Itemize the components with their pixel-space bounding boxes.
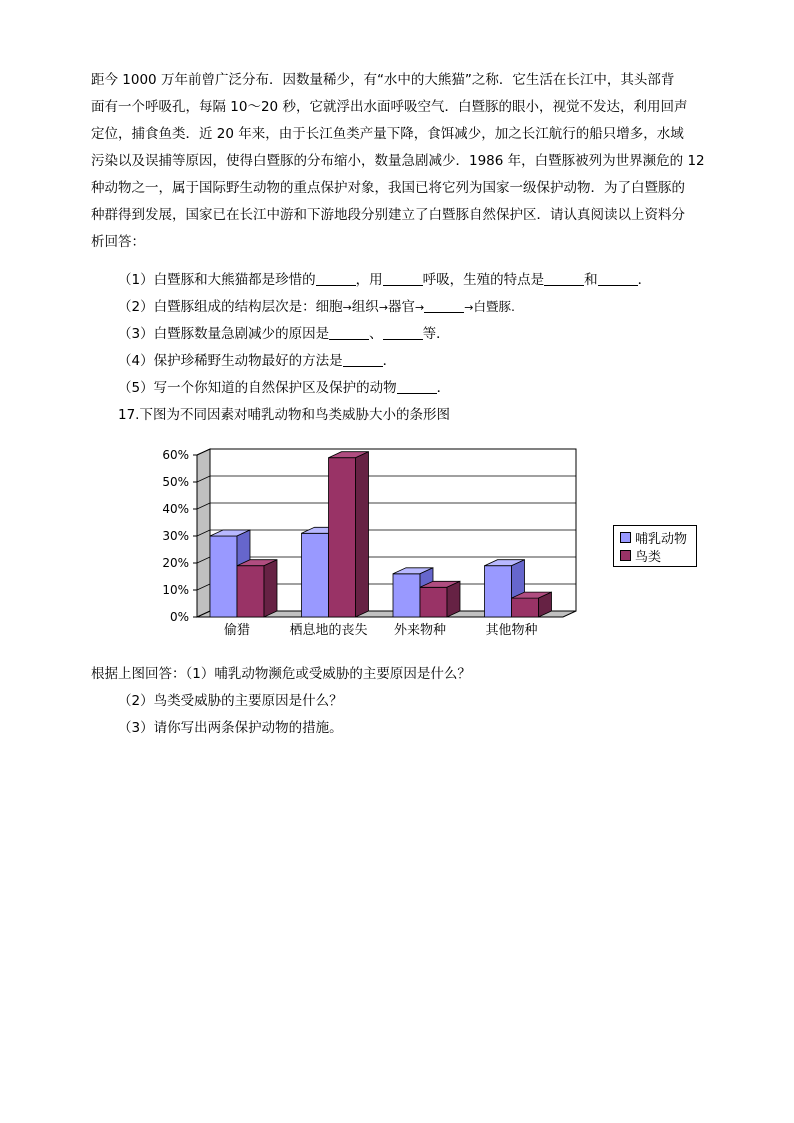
arrow-icon: → [464,301,474,314]
answer-blank[interactable] [343,352,383,367]
answer-blank[interactable] [329,325,369,340]
bar-birds [237,566,264,617]
passage-line: 面有一个呼吸孔，每隔 10～20 秒，它就浮出水面呼吸空气．白暨豚的眼小，视觉不发达，利用回声 [91,99,688,115]
y-tick-label: 60% [162,448,189,462]
x-tick-label: 其他物种 [485,623,538,638]
answer-blank[interactable] [598,271,638,286]
chart-legend [613,525,697,567]
y-tick-label: 0% [169,610,189,624]
answer-blank[interactable] [424,298,464,313]
question-16-4: （4）保护珍稀野生动物最好的方法是 ． [118,353,397,369]
passage-line: 种动物之一，属于国际野生动物的重点保护对象，我国已将它列为国家一级保护动物．为了白暨豚的 [91,180,685,196]
question-17-2: （2）鸟类受威胁的主要原因是什么？ [118,693,343,709]
x-tick-label: 栖息地的丧失 [289,623,368,638]
question-16-2: （2）白暨豚组成的结构层次是：细胞→组织→器官→ →白暨豚. [118,299,515,315]
bar-mammals [393,574,420,617]
y-tick-label: 20% [162,556,189,570]
legend-swatch-birds [620,550,631,561]
bar-side [264,560,277,617]
bar-mammals [485,566,512,617]
y-tick-label: 30% [162,529,189,543]
bar-birds [512,598,539,617]
arrow-icon: → [342,301,352,314]
question-17-3: （3）请你写出两条保护动物的措施。 [118,720,343,736]
passage-line: 污染以及误捕等原因，使得白暨豚的分布缩小，数量急剧减少．1986 年，白暨豚被列为世界濒危的 12 [91,153,705,169]
legend-swatch-mammals [620,532,631,543]
bar-side [447,581,460,617]
question-16-1: （1）白暨豚和大熊猫都是珍惜的 ，用 呼吸，生殖的特点是 和 ． [118,272,652,288]
legend-item: 鸟类 [620,546,661,564]
bar-side [356,452,369,617]
legend-item: 哺乳动物 [620,528,687,546]
chart-layer [162,448,576,638]
bar-mammals [302,533,329,617]
question-17-title: 17.下图为不同因素对哺乳动物和鸟类威胁大小的条形图 [118,407,450,423]
y-tick-label: 40% [162,502,189,516]
y-tick-label: 10% [162,583,189,597]
bar-birds [420,587,447,617]
question-16-3: （3）白暨豚数量急剧减少的原因是 、 等． [118,326,450,342]
answer-blank[interactable] [383,325,423,340]
arrow-icon: → [378,301,389,314]
answer-blank[interactable] [316,271,356,286]
y-tick-label: 50% [162,475,189,489]
passage-line: 定位，捕食鱼类．近 20 年来，由于长江鱼类产量下降，食饵减少，加之长江航行的船只增多，水域 [91,126,684,142]
bar-birds [329,458,356,617]
x-tick-label: 偷猎 [223,623,251,638]
answer-intro: 根据上图回答：（1）哺乳动物濒危或受威胁的主要原因是什么？ [91,666,471,682]
arrow-icon: → [415,301,425,314]
answer-blank[interactable] [397,379,437,394]
x-tick-label: 外来物种 [393,623,447,638]
passage-line: 距今 1000 万年前曾广泛分布．因数量稀少，有“水中的大熊猫”之称．它生活在长江中，其头部背 [91,72,675,88]
question-16-5: （5）写一个你知道的自然保护区及保护的动物 ． [118,380,451,396]
bar-chart [160,440,600,645]
passage-line: 种群得到发展，国家已在长江中游和下游地段分别建立了白暨豚自然保护区．请认真阅读以上资料分 [91,207,685,223]
answer-blank[interactable] [544,271,584,286]
bar-mammals [210,536,237,617]
passage-line: 析回答： [91,234,145,250]
answer-blank[interactable] [383,271,423,286]
